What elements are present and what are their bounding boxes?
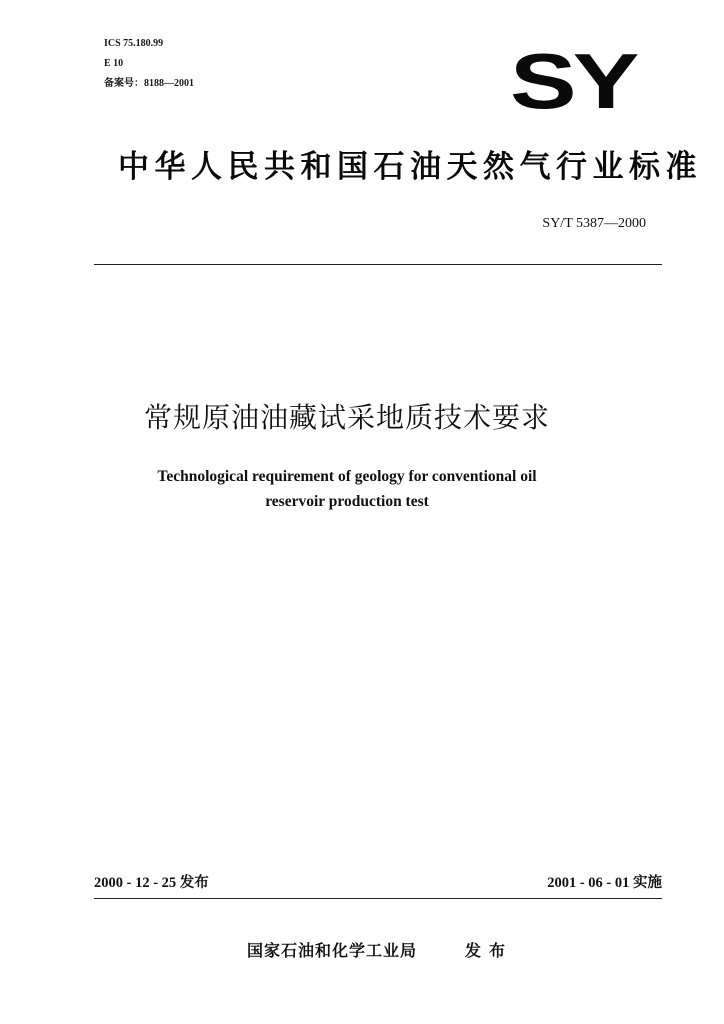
document-title-english: [0, 464, 724, 514]
document-title-chinese: 常规原油油藏试采地质技术要求: [143, 401, 550, 434]
classification-block: [104, 34, 194, 94]
english-title-line-2: reservoir production test: [265, 493, 429, 510]
standard-category-title: 中华人民共和国石油天然气行业标准: [118, 149, 702, 185]
ics-code: ICS 75.180.99: [104, 38, 164, 49]
bottom-divider: [94, 898, 662, 899]
issue-date: 2000 - 12 - 25 发布: [94, 875, 209, 891]
top-divider: [94, 264, 662, 265]
category-code: E 10: [104, 58, 124, 69]
sy-logo: SY: [510, 37, 636, 125]
standard-number: SY/T 5387—2000: [542, 216, 646, 231]
english-title-line-1: Technological requirement of geology for conventional oil: [157, 468, 537, 485]
record-number: 备案号：8188—2001: [104, 78, 194, 89]
publisher-name: 国家石油和化学工业局: [247, 941, 418, 960]
implementation-date: 2001 - 06 - 01 实施: [547, 875, 662, 891]
publish-label: 发布: [465, 941, 514, 960]
